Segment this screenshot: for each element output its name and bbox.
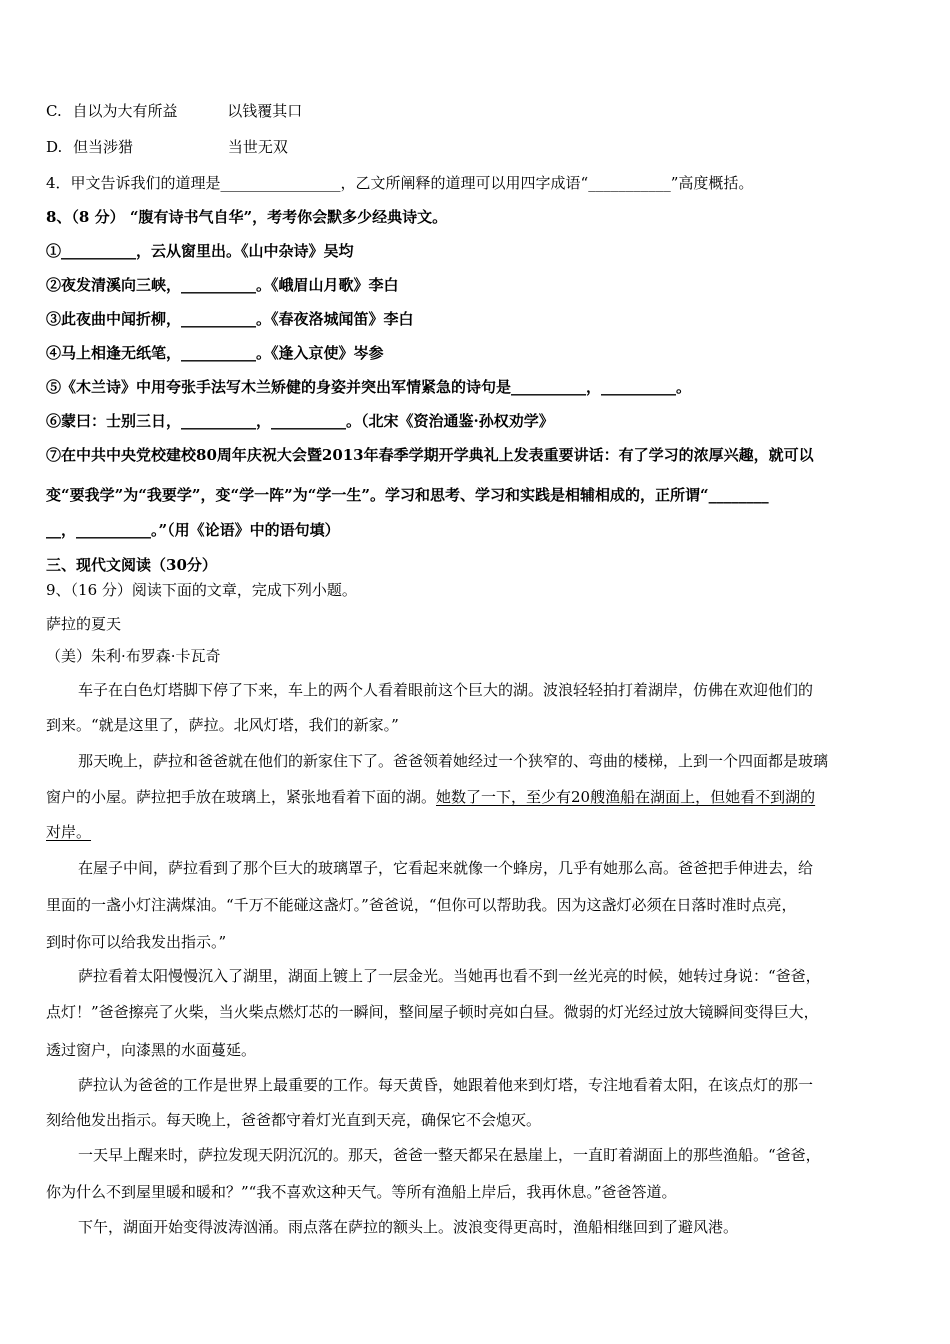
article-p2-line-2 (46, 787, 908, 807)
article-p3-line-3: 到时你可以给我发出指示。” (46, 933, 227, 951)
article-p2-line-2-plain: 窗户的小屋。萨拉把手放在玻璃上，紧张地看着下面的湖。 (46, 788, 437, 806)
article-p5-line-1: 萨拉认为爸爸的工作是世界上最重要的工作。每天黄昏，她跟着他来到灯塔，专注地看着太阳，在该点灯的那一 (78, 1076, 814, 1094)
article-p3-line-2: 里面的一盏小灯注满煤油。“千万不能碰这盏灯。”爸爸说，“但你可以帮助我。因为这盏灯必须在日落时准时点亮， (46, 896, 797, 914)
article-p4-line-3: 透过窗户，向漆黑的水面蔓延。 (46, 1041, 257, 1059)
option-c-right: 以钱覆其口 (227, 102, 303, 120)
poem-item-2: ②夜发清溪向三峡，__________。《峨眉山月歌》李白 (46, 276, 399, 294)
article-p6-line-2: 你为什么不到屋里暖和暖和？”“我不喜欢这种天气。等所有渔船上岸后，我再休息。”爸爸答道。 (46, 1183, 677, 1201)
question-4: 4．甲文告诉我们的道理是________________，乙文所阐释的道理可以用四字成语“___________”高度概括。 (46, 174, 754, 192)
article-p4-line-2: 点灯！”爸爸擦亮了火柴，当火柴点燃灯芯的一瞬间，整间屋子顿时亮如白昼。微弱的灯光经过放大镜瞬间变得巨大， (46, 1003, 819, 1021)
option-c-label: C. (46, 102, 62, 120)
option-c (46, 101, 908, 121)
option-c-left: 自以为大有所益 (72, 102, 178, 120)
poem-item-7-line-3: __，__________。”（用《论语》中的语句填） (46, 521, 340, 539)
article-title: 萨拉的夏天 (46, 615, 122, 633)
article-p1-line-1: 车子在白色灯塔脚下停了下来，车上的两个人看着眼前这个巨大的湖。波浪轻轻拍打着湖岸，仿佛在欢迎他们的 (78, 681, 814, 699)
article-p1-line-2: 到来。“就是这里了，萨拉。北风灯塔，我们的新家。” (46, 716, 399, 734)
article-underlined-sentence-end: 对岸。 (46, 823, 92, 841)
poem-item-7-line-2: 变“要我学”为“我要学”，变“学一阵”为“学一生”。学习和思考、学习和实践是相辅相成的，正所谓“________ (46, 486, 769, 504)
poem-item-1: ①__________，云从窗里出。《山中杂诗》吴均 (46, 242, 354, 260)
option-d (46, 137, 908, 157)
poem-item-3: ③此夜曲中闻折柳，__________。《春夜洛城闻笛》李白 (46, 310, 414, 328)
question-8-header: 8、（8 分） “腹有诗书气自华”，考考你会默多少经典诗文。 (46, 208, 448, 226)
poem-item-7-line-1: ⑦在中共中央党校建校80周年庆祝大会暨2013年春季学期开学典礼上发表重要讲话：有了学习的浓厚兴趣，就可以 (46, 446, 814, 464)
question-9: 9、（16 分）阅读下面的文章，完成下列小题。 (46, 581, 357, 599)
article-p5-line-2: 刻给他发出指示。每天晚上，爸爸都守着灯光直到天亮，确保它不会熄灭。 (46, 1111, 542, 1129)
article-author: （美）朱利·布罗森·卡瓦奇 (46, 647, 221, 665)
article-p6-line-1: 一天早上醒来时，萨拉发现天阴沉沉的。那天，爸爸一整天都呆在悬崖上，一直盯着湖面上的那些渔船。“爸爸， (78, 1146, 821, 1164)
article-p7-line-1: 下午，湖面开始变得波涛汹涌。雨点落在萨拉的额头上。波浪变得更高时，渔船相继回到了避风港。 (78, 1218, 739, 1236)
article-p3-line-1: 在屋子中间，萨拉看到了那个巨大的玻璃罩子，它看起来就像一个蜂房，几乎有她那么高。爸爸把手伸进去，给 (78, 859, 814, 877)
poem-item-4: ④马上相逢无纸笔，__________。《逢入京使》岑参 (46, 344, 384, 362)
option-d-right: 当世无双 (227, 138, 288, 156)
article-p2-line-3 (46, 822, 908, 842)
option-d-label: D. (46, 138, 63, 156)
article-p2-line-1: 那天晚上，萨拉和爸爸就在他们的新家住下了。爸爸领着她经过一个狭窄的、弯曲的楼梯，上到一个四面都是玻璃 (78, 752, 829, 770)
option-d-left: 但当涉猎 (73, 138, 134, 156)
poem-item-6: ⑥蒙曰：士别三日，__________，__________。（北宋《资治通鉴·孙权劝学》 (46, 412, 554, 430)
article-p4-line-1: 萨拉看着太阳慢慢沉入了湖里，湖面上镀上了一层金光。当她再也看不到一丝光亮的时候，她转过身说：“爸爸， (78, 967, 821, 985)
section-3-heading: 三、现代文阅读（30分） (46, 556, 217, 574)
article-underlined-sentence: 她数了一下，至少有20艘渔船在湖面上，但她看不到湖的 (436, 788, 816, 806)
poem-item-5: ⑤《木兰诗》中用夸张手法写木兰矫健的身姿并突出军情紧急的诗句是__________，__________。 (46, 378, 692, 396)
